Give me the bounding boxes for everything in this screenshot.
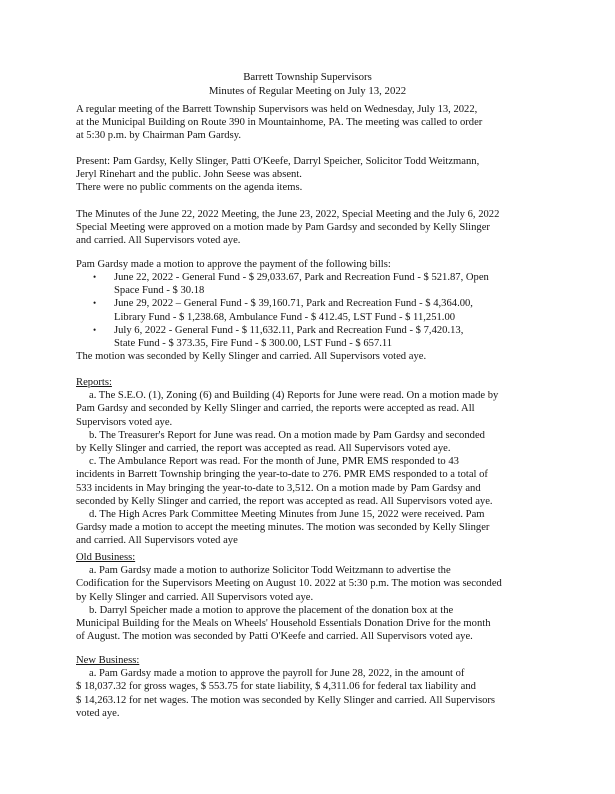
- report-line: d. The High Acres Park Committee Meeting Minutes from June 15, 2022 were received. Pam: [89, 509, 485, 521]
- new-business-heading: New Business:: [76, 655, 140, 666]
- report-line: a. The S.E.O. (1), Zoning (6) and Building (4) Reports for June were read. On a motion made by: [89, 390, 499, 402]
- report-line: Gardsy made a motion to accept the meeting minutes. The motion was seconded by Kelly Slinger: [76, 522, 490, 534]
- minutes-approval-line: Special Meeting were approved on a motion made by Pam Gardsy and seconded by Kelly Slinger: [76, 222, 490, 234]
- bills-closing-line: The motion was seconded by Kelly Slinger and carried. All Supervisors voted aye.: [76, 351, 427, 362]
- bill-line: June 22, 2022 - General Fund - $ 29,033.67, Park and Recreation Fund - $ 521.87, Open: [114, 272, 489, 283]
- report-line: seconded by Kelly Slinger and carried, the report was accepted as read. All Supervisors voted aye.: [76, 495, 493, 507]
- report-line: 533 incidents in May bringing the year-to-date to 3,512. On a motion made by Pam Gardsy and: [76, 482, 481, 494]
- new-business-section: [76, 654, 554, 720]
- old-business-section: [76, 551, 554, 643]
- bullet-icon: •: [93, 298, 97, 309]
- report-line: c. The Ambulance Report was read. For the month of June, PMR EMS responded to 43: [89, 456, 459, 468]
- report-line: incidents in Barrett Township bringing the year-to-date to 276. PMR EMS responded to a total of: [76, 469, 488, 481]
- document-header: [0, 71, 615, 98]
- minutes-approval-line: and carried. All Supervisors voted aye.: [76, 235, 241, 247]
- bill-line: Library Fund - $ 1,238.68, Ambulance Fund - $ 412.45, LST Fund - $ 11,251.00: [114, 311, 456, 323]
- new-business-line: voted aye.: [76, 707, 120, 719]
- old-business-line: b. Darryl Speicher made a motion to approve the placement of the donation box at the: [89, 604, 454, 616]
- report-line: Supervisors voted aye.: [76, 416, 173, 428]
- reports-section: [76, 376, 554, 548]
- reports-heading: Reports:: [76, 377, 112, 388]
- old-business-line: of August. The motion was seconded by Patti O'Keefe and carried. All Supervisors voted aye.: [76, 631, 473, 643]
- intro-line: at 5:30 p.m. by Chairman Pam Gardsy.: [76, 130, 241, 142]
- report-line: b. The Treasurer's Report for June was read. On a motion made by Pam Gardsy and seconded: [89, 429, 485, 441]
- bill-line: State Fund - $ 373.35, Fire Fund - $ 300.00, LST Fund - $ 657.11: [114, 338, 393, 350]
- meeting-subtitle: Minutes of Regular Meeting on July 13, 2022: [208, 84, 407, 97]
- intro-line: A regular meeting of the Barrett Township Supervisors was held on Wednesday, July 13, 2022,: [76, 104, 478, 115]
- intro-paragraph: [76, 103, 554, 143]
- minutes-approval-line: The Minutes of the June 22, 2022 Meeting, the June 23, 2022, Special Meeting and the July 6, 2022: [76, 209, 500, 220]
- bill-item: [76, 297, 556, 323]
- old-business-line: by Kelly Slinger and carried. All Supervisors voted aye.: [76, 591, 314, 603]
- reports-body: [76, 389, 554, 547]
- organization-title: Barrett Township Supervisors: [243, 71, 372, 83]
- report-line: Pam Gardsy and seconded by Kelly Slinger and carried, the reports were accepted as read. All: [76, 403, 475, 415]
- old-business-line: Municipal Building for the Meals on Wheels' Household Essentials Donation Drive for the month: [76, 618, 491, 630]
- new-business-body: [76, 667, 554, 720]
- attendance-line: Present: Pam Gardsy, Kelly Slinger, Patti O'Keefe, Darryl Speicher, Solicitor Todd Weitzmann,: [76, 156, 480, 167]
- report-line: and carried. All Supervisors voted aye: [76, 535, 238, 547]
- bills-closing: [76, 350, 554, 363]
- report-line: by Kelly Slinger and carried, the report was accepted as read. All Supervisors voted aye.: [76, 443, 451, 455]
- bill-item: [76, 271, 556, 297]
- old-business-line: Codification for the Supervisors Meeting on August 10. 2022 at 5:30 p.m. The motion was seconded: [76, 578, 502, 590]
- intro-line: at the Municipal Building on Route 390 in Mountainhome, PA. The meeting was called to order: [76, 117, 483, 129]
- new-business-line: $ 14,263.12 for net wages. The motion was seconded by Kelly Slinger and carried. All Supervisors: [76, 694, 496, 706]
- bills-intro: [76, 258, 554, 271]
- bullet-icon: •: [93, 324, 97, 335]
- bullet-icon: •: [93, 272, 97, 282]
- bills-list: [76, 271, 556, 350]
- bill-item: [76, 324, 556, 350]
- attendance-paragraph: [76, 155, 554, 195]
- new-business-line: $ 18,037.32 for gross wages, $ 553.75 for state liability, $ 4,311.06 for federal tax liability and: [76, 681, 476, 693]
- minutes-approval-paragraph: [76, 208, 554, 248]
- bills-intro-line: Pam Gardsy made a motion to approve the payment of the following bills:: [76, 259, 391, 270]
- bill-line: July 6, 2022 - General Fund - $ 11,632.11, Park and Recreation Fund - $ 7,420.13,: [114, 324, 464, 336]
- bill-line: Space Fund - $ 30.18: [114, 285, 205, 297]
- attendance-line: There were no public comments on the agenda items.: [76, 182, 303, 194]
- old-business-body: [76, 564, 554, 643]
- new-business-line: a. Pam Gardsy made a motion to approve the payroll for June 28, 2022, in the amount of: [89, 668, 465, 680]
- old-business-heading: Old Business:: [76, 552, 136, 563]
- attendance-line: Jeryl Rinehart and the public. John Seese was absent.: [76, 169, 302, 181]
- old-business-line: a. Pam Gardsy made a motion to authorize Solicitor Todd Weitzmann to advertise the: [89, 565, 451, 577]
- bill-line: June 29, 2022 – General Fund - $ 39,160.71, Park and Recreation Fund - $ 4,364.00,: [114, 298, 473, 310]
